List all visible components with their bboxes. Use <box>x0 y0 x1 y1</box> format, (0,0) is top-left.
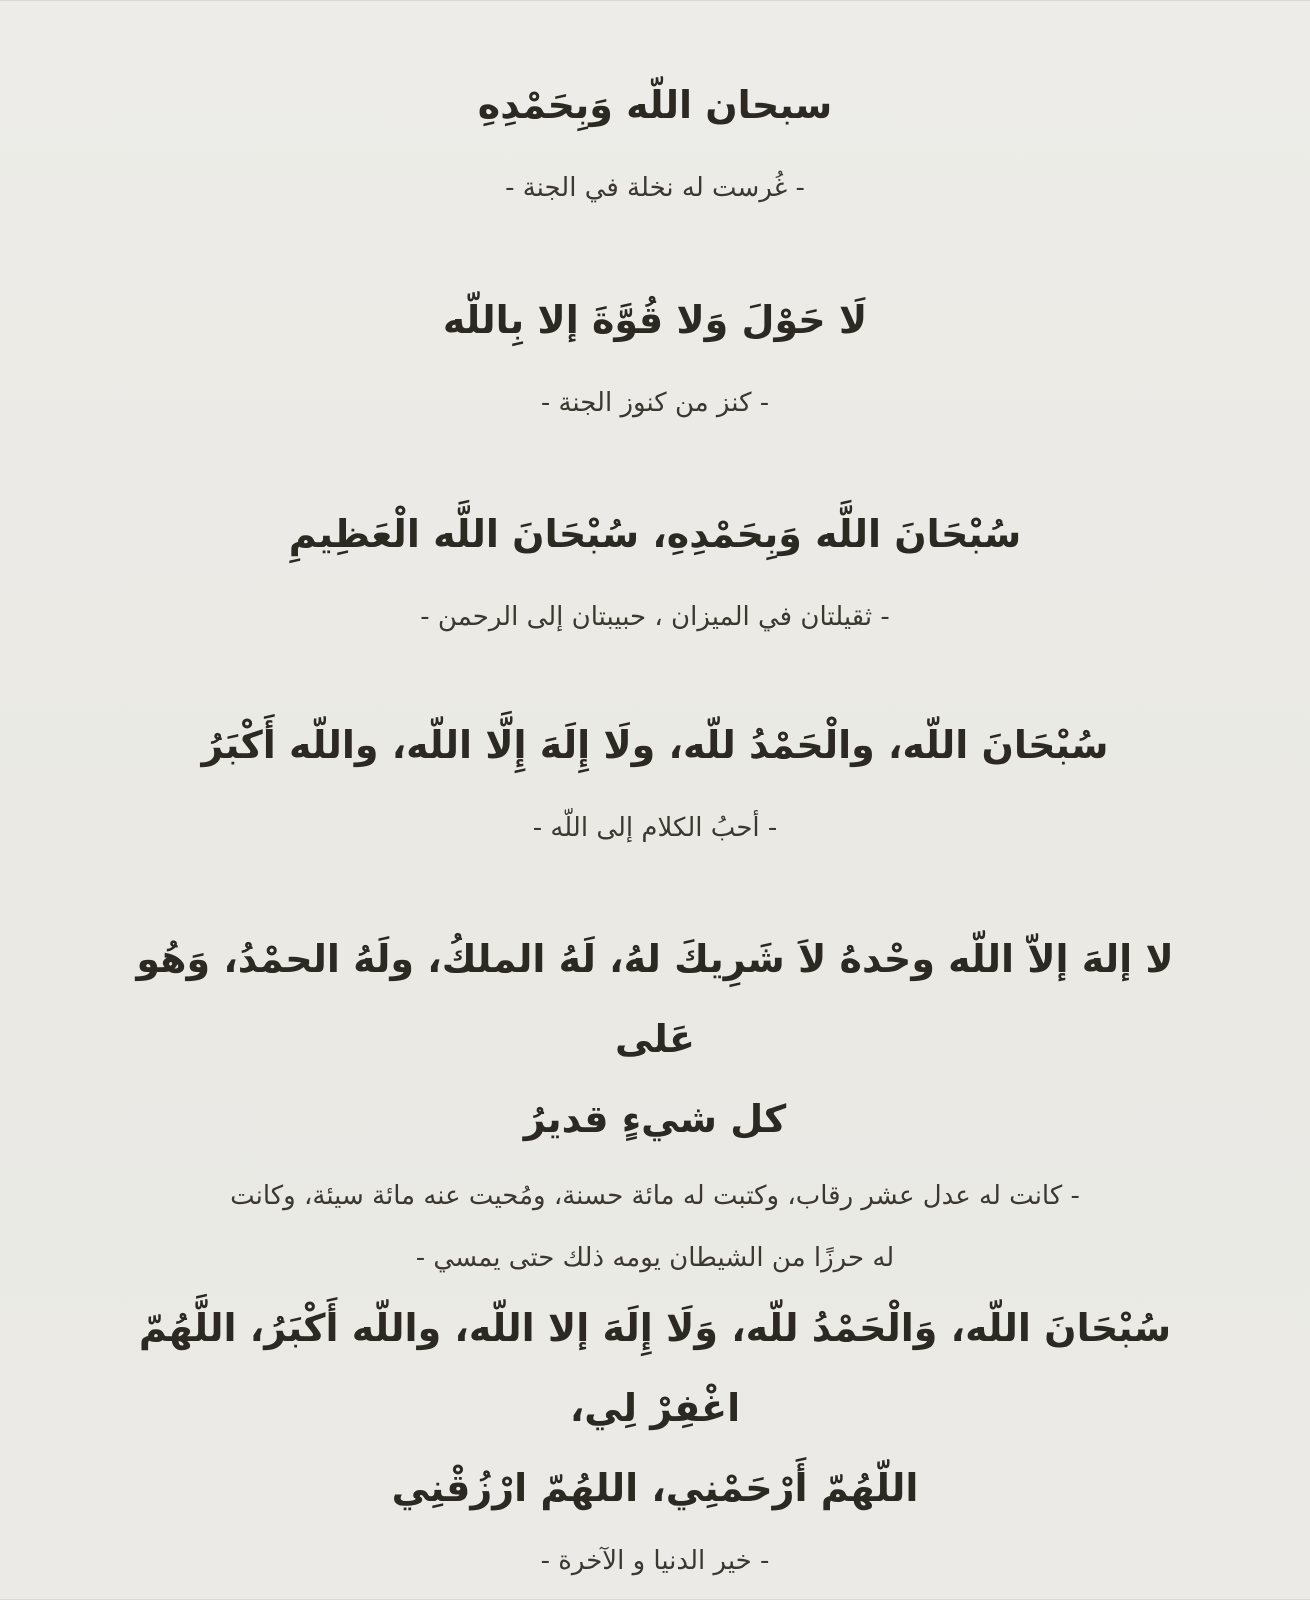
spacer <box>120 781 1190 799</box>
dhikr-text-line: اللّهُمّ أَرْحَمْنِي، اللهُمّ ارْزُقْنِي <box>391 1466 919 1510</box>
virtue-text: - خير الدنيا و الآخرة - <box>540 1546 770 1576</box>
spacer <box>120 141 1190 159</box>
dhikr-entry <box>120 69 1190 217</box>
virtue-text: - غُرست له نخلة في الجنة - <box>505 173 805 203</box>
dhikr-text: سبحان اللّه وَبِحَمْدِهِ <box>477 83 833 127</box>
dhikr-text-line: لا إلهَ إلاّ اللّه وحْدهُ لاَ شَرِيكَ لهُ، لَهُ الملكُ، ولَهُ الحمْدُ، وَهُو عَلى <box>136 937 1174 1061</box>
dhikr-entry <box>120 919 1190 1289</box>
virtue-text: - أحبُ الكلام إلى اللّه - <box>532 813 778 843</box>
dhikr-text: لَا حَوْلَ وَلا قُوَّةَ إلا بِاللّه <box>442 298 868 342</box>
dhikr-text-line: سُبْحَانَ اللّه، وَالْحَمْدُ للّه، وَلَا إِلَهَ إلا اللّه، واللّه أَكْبَرُ، اللَّهُمّ اغْفِرْ لِي، <box>138 1306 1172 1430</box>
dhikr-text-line: كل شيءٍ قديرُ <box>523 1097 787 1141</box>
dhikr-text: سُبْحَانَ اللّه، والْحَمْدُ للّه، ولَا إِلَهَ إِلَّا اللّه، واللّه أَكْبَرُ <box>201 723 1109 767</box>
virtue-text: - كنز من كنوز الجنة - <box>540 388 770 418</box>
virtue-text-line: - كانت له عدل عشر رقاب، وكتبت له مائة حسنة، ومُحيت عنه مائة سيئة، وكانت <box>230 1181 1080 1211</box>
spacer <box>120 356 1190 374</box>
virtue-text-line: له حرزًا من الشيطان يومه ذلك حتى يمسي - <box>415 1243 895 1273</box>
dhikr-text: سُبْحَانَ اللَّه وَبِحَمْدِهِ، سُبْحَانَ اللَّه الْعَظِيمِ <box>288 512 1022 556</box>
dhikr-entry <box>120 498 1190 646</box>
spacer <box>120 570 1190 588</box>
virtue-text: - ثقيلتان في الميزان ، حبيبتان إلى الرحمن - <box>420 602 890 632</box>
dhikr-entry <box>120 1288 1190 1590</box>
dhikr-entry <box>120 709 1190 857</box>
dhikr-entry <box>120 284 1190 432</box>
